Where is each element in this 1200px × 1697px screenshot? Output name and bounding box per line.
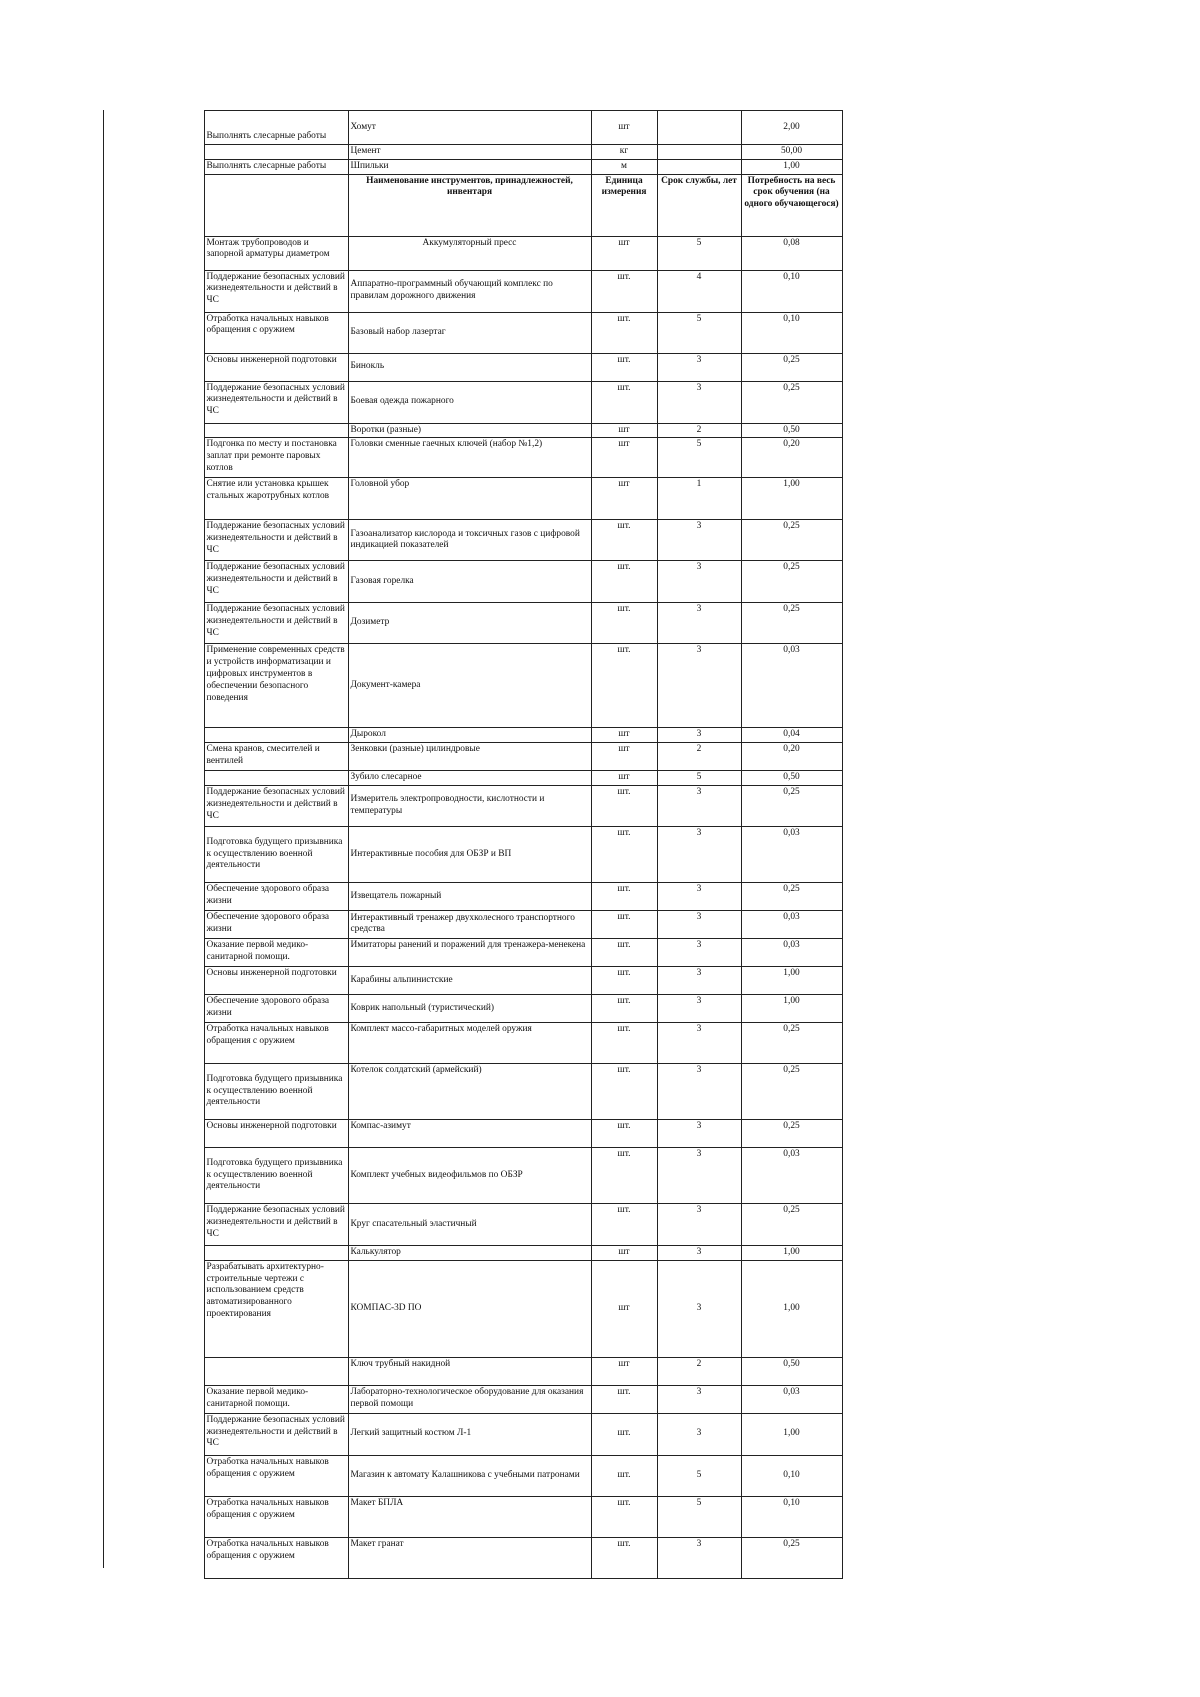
table-row: [103, 1260, 842, 1357]
unit-cell: шт.: [591, 1413, 657, 1455]
activity-cell: Отработка начальных навыков обращения с оружием: [204, 1496, 348, 1537]
quantity-cell: 0,25: [741, 603, 842, 644]
table-row: [103, 1357, 842, 1385]
table-row: [103, 1455, 842, 1496]
service-life-cell: 5: [657, 1455, 741, 1496]
quantity-cell: 0,25: [741, 520, 842, 561]
activity-cell: Обеспечение здорового образа жизни: [204, 882, 348, 910]
table-row: [103, 938, 842, 966]
service-life-cell: 2: [657, 1357, 741, 1385]
activity-cell: Подготовка будущего призывника к осуществлению военной деятельности: [204, 1063, 348, 1119]
activity-cell: Обеспечение здорового образа жизни: [204, 994, 348, 1022]
margin-cell: [103, 159, 204, 174]
item-name-cell: Интерактивные пособия для ОБЗР и ВП: [348, 826, 591, 882]
margin-cell: [103, 1260, 204, 1357]
margin-cell: [103, 1537, 204, 1578]
item-name-cell: Макет гранат: [348, 1537, 591, 1578]
margin-cell: [103, 938, 204, 966]
service-life-cell: [657, 111, 741, 145]
unit-cell: кг: [591, 145, 657, 160]
service-life-cell: 3: [657, 938, 741, 966]
activity-cell: Оказание первой медико-санитарной помощи.: [204, 938, 348, 966]
unit-cell: шт: [591, 438, 657, 478]
service-life-cell: 3: [657, 994, 741, 1022]
activity-cell: Выполнять слесарные работы: [204, 111, 348, 145]
unit-cell: шт.: [591, 1203, 657, 1245]
margin-cell: [103, 111, 204, 145]
quantity-cell: 1,00: [741, 1245, 842, 1260]
quantity-cell: 0,50: [741, 1357, 842, 1385]
table-row: [103, 743, 842, 771]
unit-cell: шт.: [591, 966, 657, 994]
service-life-cell: 3: [657, 966, 741, 994]
quantity-cell: 1,00: [741, 159, 842, 174]
quantity-cell: 1,00: [741, 966, 842, 994]
service-life-cell: 3: [657, 1022, 741, 1063]
service-life-cell: 2: [657, 423, 741, 438]
item-name-cell: Компас-азимут: [348, 1119, 591, 1147]
table-row: [103, 771, 842, 786]
item-name-cell: Аккумуляторный пресс: [348, 236, 591, 270]
service-life-cell: 3: [657, 381, 741, 423]
table-row: [103, 1537, 842, 1578]
unit-cell: шт.: [591, 353, 657, 381]
unit-cell: шт.: [591, 910, 657, 938]
table-row: [103, 111, 842, 145]
activity-cell: Снятие или установка крышек стальных жаротрубных котлов: [204, 478, 348, 520]
unit-cell: м: [591, 159, 657, 174]
margin-cell: [103, 1496, 204, 1537]
quantity-cell: 1,00: [741, 1413, 842, 1455]
unit-cell: шт.: [591, 561, 657, 603]
service-life-cell: 3: [657, 1413, 741, 1455]
header-need: Потребность на весь срок обучения (на одного обучающегося): [741, 174, 842, 236]
activity-cell: Применение современных средств и устройств информатизации и цифровых инструментов в обеспечении безопасного поведения: [204, 644, 348, 728]
quantity-cell: 0,03: [741, 644, 842, 728]
service-life-cell: 5: [657, 312, 741, 353]
quantity-cell: 1,00: [741, 478, 842, 520]
margin-cell: [103, 644, 204, 728]
unit-cell: шт: [591, 1260, 657, 1357]
margin-cell: [103, 1245, 204, 1260]
service-life-cell: 3: [657, 603, 741, 644]
margin-cell: [103, 1455, 204, 1496]
table-row: [103, 910, 842, 938]
item-name-cell: Документ-камера: [348, 644, 591, 728]
margin-cell: [103, 994, 204, 1022]
table-row: [103, 785, 842, 826]
item-name-cell: Карабины альпинистские: [348, 966, 591, 994]
unit-cell: шт: [591, 771, 657, 786]
margin-cell: [103, 743, 204, 771]
margin-cell: [103, 1063, 204, 1119]
service-life-cell: 3: [657, 1147, 741, 1203]
service-life-cell: 3: [657, 353, 741, 381]
margin-cell: [103, 423, 204, 438]
margin-cell: [103, 771, 204, 786]
service-life-cell: 3: [657, 785, 741, 826]
table-row: [103, 520, 842, 561]
item-name-cell: Головки сменные гаечных ключей (набор №1,2): [348, 438, 591, 478]
margin-cell: [103, 478, 204, 520]
table-row: [103, 882, 842, 910]
activity-cell: Поддержание безопасных условий жизнедеятельности и действий в ЧС: [204, 381, 348, 423]
quantity-cell: 0,25: [741, 882, 842, 910]
quantity-cell: 0,25: [741, 1119, 842, 1147]
table-row: [103, 826, 842, 882]
margin-cell: [103, 1022, 204, 1063]
service-life-cell: 3: [657, 1119, 741, 1147]
table-row: [103, 478, 842, 520]
unit-cell: шт.: [591, 785, 657, 826]
activity-cell: Отработка начальных навыков обращения с оружием: [204, 1537, 348, 1578]
item-name-cell: Измеритель электропроводности, кислотности и температуры: [348, 785, 591, 826]
margin-cell: [103, 381, 204, 423]
table-row: [103, 561, 842, 603]
quantity-cell: 0,10: [741, 312, 842, 353]
unit-cell: шт.: [591, 1496, 657, 1537]
activity-cell: Оказание первой медико-санитарной помощи.: [204, 1385, 348, 1413]
quantity-cell: 50,00: [741, 145, 842, 160]
unit-cell: шт: [591, 743, 657, 771]
unit-cell: шт.: [591, 644, 657, 728]
service-life-cell: 3: [657, 1245, 741, 1260]
unit-cell: шт: [591, 478, 657, 520]
activity-cell: Отработка начальных навыков обращения с оружием: [204, 312, 348, 353]
quantity-cell: 0,50: [741, 771, 842, 786]
activity-cell: [204, 728, 348, 743]
activity-cell: Поддержание безопасных условий жизнедеятельности и действий в ЧС: [204, 1203, 348, 1245]
table-row: [103, 1413, 842, 1455]
unit-cell: шт.: [591, 1119, 657, 1147]
table-row: [103, 423, 842, 438]
activity-cell: Основы инженерной подготовки: [204, 966, 348, 994]
item-name-cell: Газовая горелка: [348, 561, 591, 603]
table-row: [103, 236, 842, 270]
table-row: [103, 159, 842, 174]
quantity-cell: 0,03: [741, 938, 842, 966]
unit-cell: шт.: [591, 1147, 657, 1203]
quantity-cell: 0,20: [741, 743, 842, 771]
unit-cell: шт: [591, 1357, 657, 1385]
table-row: [103, 1245, 842, 1260]
service-life-cell: 3: [657, 728, 741, 743]
item-name-cell: Извещатель пожарный: [348, 882, 591, 910]
item-name-cell: Интерактивный тренажер двухколесного транспортного средства: [348, 910, 591, 938]
activity-cell: Подгонка по месту и постановка заплат при ремонте паровых котлов: [204, 438, 348, 478]
item-name-cell: Легкий защитный костюм Л-1: [348, 1413, 591, 1455]
service-life-cell: 4: [657, 270, 741, 312]
margin-cell: [103, 1119, 204, 1147]
margin-cell: [103, 1413, 204, 1455]
item-name-cell: Магазин к автомату Калашникова с учебными патронами: [348, 1455, 591, 1496]
table-row: [103, 381, 842, 423]
table-row: [103, 1203, 842, 1245]
item-name-cell: Боевая одежда пожарного: [348, 381, 591, 423]
service-life-cell: 3: [657, 910, 741, 938]
service-life-cell: 3: [657, 1537, 741, 1578]
equipment-table: [103, 110, 843, 1579]
quantity-cell: 2,00: [741, 111, 842, 145]
margin-cell: [103, 1147, 204, 1203]
margin-cell: [103, 728, 204, 743]
margin-cell: [103, 520, 204, 561]
unit-cell: шт: [591, 728, 657, 743]
table-row: [103, 1063, 842, 1119]
activity-cell: Монтаж трубопроводов и запорной арматуры диаметром: [204, 236, 348, 270]
service-life-cell: 5: [657, 236, 741, 270]
margin-cell: [103, 174, 204, 236]
item-name-cell: Дозиметр: [348, 603, 591, 644]
unit-cell: шт: [591, 111, 657, 145]
margin-cell: [103, 1203, 204, 1245]
unit-cell: шт: [591, 236, 657, 270]
service-life-cell: 3: [657, 520, 741, 561]
margin-cell: [103, 603, 204, 644]
table-row: [103, 312, 842, 353]
unit-cell: шт.: [591, 826, 657, 882]
quantity-cell: 0,03: [741, 826, 842, 882]
unit-cell: шт: [591, 423, 657, 438]
item-name-cell: Дырокол: [348, 728, 591, 743]
activity-cell: Поддержание безопасных условий жизнедеятельности и действий в ЧС: [204, 1413, 348, 1455]
header-unit: Единица измерения: [591, 174, 657, 236]
activity-cell: Подготовка будущего призывника к осуществлению военной деятельности: [204, 826, 348, 882]
quantity-cell: 0,10: [741, 270, 842, 312]
item-name-cell: Имитаторы ранений и поражений для тренажера-менекена: [348, 938, 591, 966]
item-name-cell: Шпильки: [348, 159, 591, 174]
service-life-cell: 3: [657, 561, 741, 603]
item-name-cell: Ключ трубный накидной: [348, 1357, 591, 1385]
table-row: [103, 1147, 842, 1203]
activity-cell: [204, 423, 348, 438]
activity-cell: Обеспечение здорового образа жизни: [204, 910, 348, 938]
service-life-cell: 3: [657, 882, 741, 910]
activity-cell: Основы инженерной подготовки: [204, 353, 348, 381]
item-name-cell: Хомут: [348, 111, 591, 145]
service-life-cell: 2: [657, 743, 741, 771]
service-life-cell: 3: [657, 1260, 741, 1357]
activity-cell: Отработка начальных навыков обращения с оружием: [204, 1022, 348, 1063]
service-life-cell: 5: [657, 1496, 741, 1537]
table-body: [103, 111, 842, 1579]
activity-cell: Поддержание безопасных условий жизнедеятельности и действий в ЧС: [204, 785, 348, 826]
quantity-cell: 0,04: [741, 728, 842, 743]
service-life-cell: 5: [657, 438, 741, 478]
table-row: [103, 145, 842, 160]
table-row: [103, 353, 842, 381]
header-life: Срок службы, лет: [657, 174, 741, 236]
table-row: [103, 1022, 842, 1063]
table-row: [103, 994, 842, 1022]
margin-cell: [103, 561, 204, 603]
item-name-cell: Калькулятор: [348, 1245, 591, 1260]
item-name-cell: Коврик напольный (туристический): [348, 994, 591, 1022]
item-name-cell: Макет БПЛА: [348, 1496, 591, 1537]
activity-cell: Поддержание безопасных условий жизнедеятельности и действий в ЧС: [204, 270, 348, 312]
service-life-cell: 1: [657, 478, 741, 520]
quantity-cell: 0,50: [741, 423, 842, 438]
activity-cell: [204, 771, 348, 786]
quantity-cell: 0,03: [741, 1385, 842, 1413]
quantity-cell: 1,00: [741, 1260, 842, 1357]
item-name-cell: Круг спасательный эластичный: [348, 1203, 591, 1245]
unit-cell: шт.: [591, 312, 657, 353]
quantity-cell: 0,25: [741, 785, 842, 826]
service-life-cell: [657, 145, 741, 160]
quantity-cell: 0,08: [741, 236, 842, 270]
quantity-cell: 0,25: [741, 353, 842, 381]
margin-cell: [103, 785, 204, 826]
item-name-cell: Цемент: [348, 145, 591, 160]
quantity-cell: 0,25: [741, 1063, 842, 1119]
margin-cell: [103, 312, 204, 353]
margin-cell: [103, 882, 204, 910]
table-row: [103, 270, 842, 312]
item-name-cell: Комплект учебных видеофильмов по ОБЗР: [348, 1147, 591, 1203]
quantity-cell: 0,25: [741, 561, 842, 603]
header-activity-cell: [204, 174, 348, 236]
margin-cell: [103, 353, 204, 381]
table-row: [103, 728, 842, 743]
unit-cell: шт.: [591, 938, 657, 966]
unit-cell: шт.: [591, 1385, 657, 1413]
unit-cell: шт.: [591, 882, 657, 910]
activity-cell: Выполнять слесарные работы: [204, 159, 348, 174]
quantity-cell: 0,25: [741, 1537, 842, 1578]
activity-cell: [204, 1357, 348, 1385]
quantity-cell: 0,25: [741, 1203, 842, 1245]
unit-cell: шт.: [591, 603, 657, 644]
activity-cell: Смена кранов, смесителей и вентилей: [204, 743, 348, 771]
margin-cell: [103, 1385, 204, 1413]
margin-cell: [103, 966, 204, 994]
header-name: Наименование инструментов, принадлежностей, инвентаря: [348, 174, 591, 236]
activity-cell: Поддержание безопасных условий жизнедеятельности и действий в ЧС: [204, 603, 348, 644]
table-row: [103, 603, 842, 644]
quantity-cell: 0,25: [741, 381, 842, 423]
activity-cell: [204, 145, 348, 160]
table-row: [103, 1496, 842, 1537]
activity-cell: Поддержание безопасных условий жизнедеятельности и действий в ЧС: [204, 520, 348, 561]
quantity-cell: 0,10: [741, 1496, 842, 1537]
unit-cell: шт.: [591, 1537, 657, 1578]
service-life-cell: 3: [657, 1385, 741, 1413]
table-row: [103, 644, 842, 728]
item-name-cell: КОМПАС-3D ПО: [348, 1260, 591, 1357]
item-name-cell: Аппаратно-программный обучающий комплекс по правилам дорожного движения: [348, 270, 591, 312]
item-name-cell: Бинокль: [348, 353, 591, 381]
margin-cell: [103, 236, 204, 270]
quantity-cell: 0,03: [741, 910, 842, 938]
unit-cell: шт.: [591, 1022, 657, 1063]
activity-cell: Основы инженерной подготовки: [204, 1119, 348, 1147]
unit-cell: шт.: [591, 520, 657, 561]
unit-cell: шт.: [591, 1455, 657, 1496]
item-name-cell: Воротки (разные): [348, 423, 591, 438]
unit-cell: шт: [591, 1245, 657, 1260]
table-row: [103, 966, 842, 994]
table-header-row: [103, 174, 842, 236]
item-name-cell: Лабораторно-технологическое оборудование для оказания первой помощи: [348, 1385, 591, 1413]
margin-cell: [103, 826, 204, 882]
activity-cell: Подготовка будущего призывника к осуществлению военной деятельности: [204, 1147, 348, 1203]
item-name-cell: Котелок солдатский (армейский): [348, 1063, 591, 1119]
unit-cell: шт.: [591, 994, 657, 1022]
margin-cell: [103, 1357, 204, 1385]
margin-cell: [103, 438, 204, 478]
item-name-cell: Базовый набор лазертаг: [348, 312, 591, 353]
activity-cell: Отработка начальных навыков обращения с оружием: [204, 1455, 348, 1496]
margin-cell: [103, 270, 204, 312]
service-life-cell: 3: [657, 826, 741, 882]
quantity-cell: 0,20: [741, 438, 842, 478]
margin-cell: [103, 145, 204, 160]
quantity-cell: 0,10: [741, 1455, 842, 1496]
service-life-cell: [657, 159, 741, 174]
quantity-cell: 1,00: [741, 994, 842, 1022]
unit-cell: шт.: [591, 270, 657, 312]
unit-cell: шт.: [591, 381, 657, 423]
item-name-cell: Зубило слесарное: [348, 771, 591, 786]
quantity-cell: 0,25: [741, 1022, 842, 1063]
activity-cell: [204, 1245, 348, 1260]
service-life-cell: 3: [657, 1203, 741, 1245]
service-life-cell: 5: [657, 771, 741, 786]
activity-cell: Разрабатывать архитектурно-строительные чертежи с использованием средств автоматизированного проектирования: [204, 1260, 348, 1357]
table-row: [103, 438, 842, 478]
item-name-cell: Зенковки (разные) цилиндровые: [348, 743, 591, 771]
item-name-cell: Головной убор: [348, 478, 591, 520]
table-row: [103, 1385, 842, 1413]
item-name-cell: Комплект массо-габаритных моделей оружия: [348, 1022, 591, 1063]
unit-cell: шт.: [591, 1063, 657, 1119]
item-name-cell: Газоанализатор кислорода и токсичных газов с цифровой индикацией показателей: [348, 520, 591, 561]
service-life-cell: 3: [657, 644, 741, 728]
activity-cell: Поддержание безопасных условий жизнедеятельности и действий в ЧС: [204, 561, 348, 603]
margin-cell: [103, 910, 204, 938]
table-row: [103, 1119, 842, 1147]
quantity-cell: 0,03: [741, 1147, 842, 1203]
service-life-cell: 3: [657, 1063, 741, 1119]
